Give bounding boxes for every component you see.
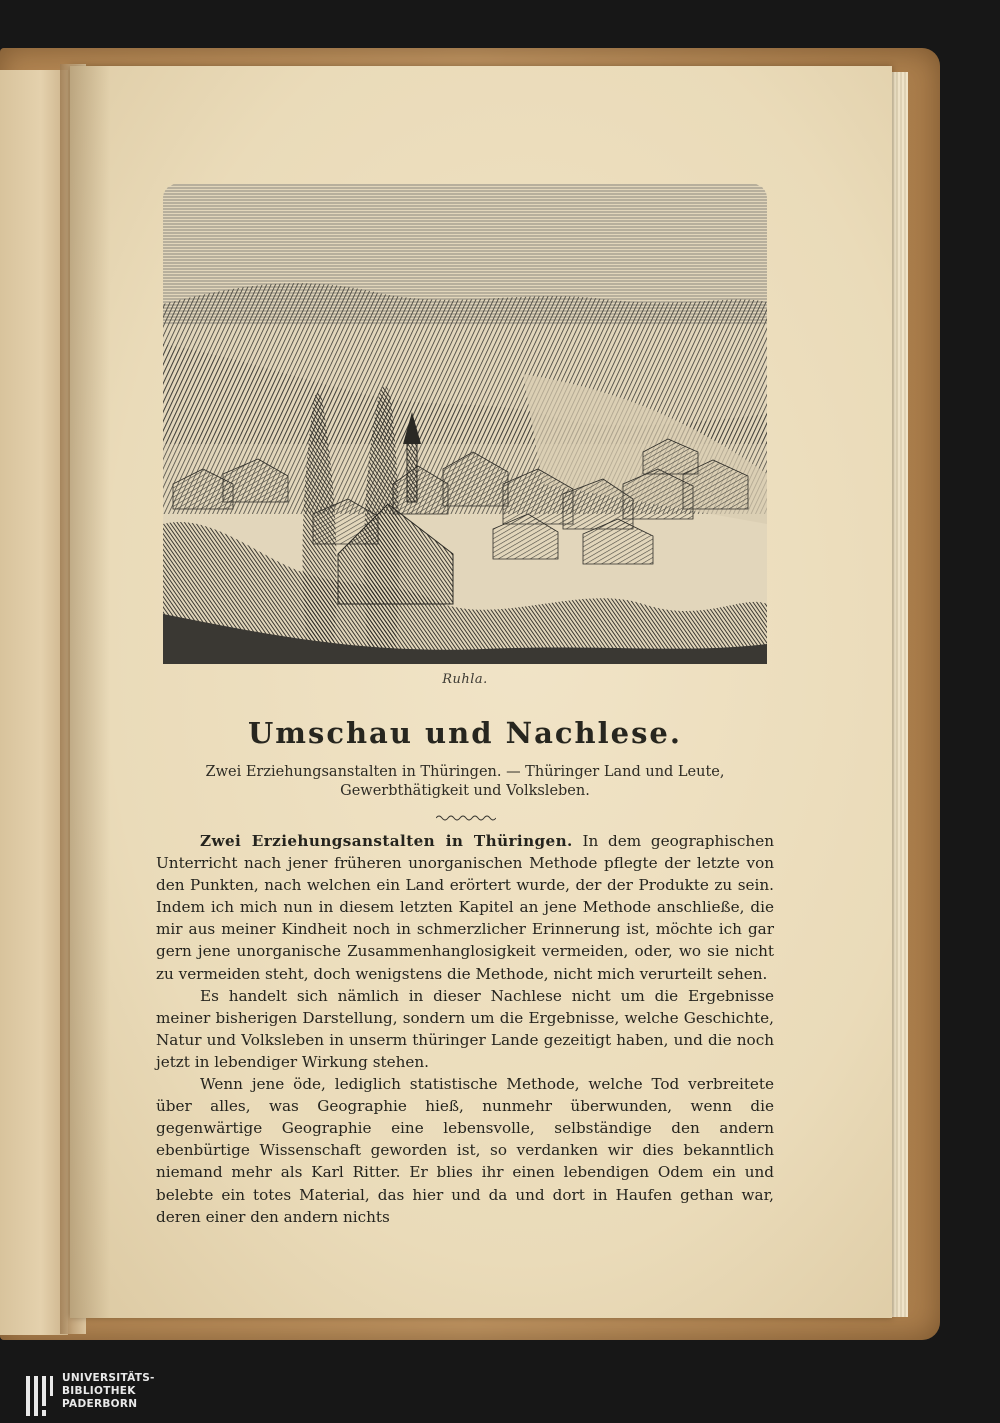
library-logo-text [62, 1372, 155, 1411]
library-logo-line-3: PADERBORN [62, 1398, 138, 1410]
paragraph-2: Es handelt sich nämlich in dieser Nachlese nicht um die Ergebnisse meiner bisherigen Darstellung, sondern um die Ergebnisse, welche Geschichte, Natur und Volksleben in unserm thüringer Lande gezeitigt haben, und die noch jetzt in lebendiger Wirkung stehen. [156, 986, 774, 1071]
illustration-caption: Ruhla. [442, 672, 488, 687]
chapter-subtitle: Zwei Erziehungsanstalten in Thüringen. — Thüringer Land und Leute, Gewerbthätigkeit und Volksleben. [205, 764, 725, 799]
body-text [156, 830, 774, 1228]
ruhla-engraving [163, 184, 767, 664]
engraving-image [163, 184, 767, 664]
ornament-divider [436, 814, 496, 822]
chapter-title: Umschau und Nachlese. [248, 716, 682, 750]
page-gutter-shadow [70, 66, 110, 1318]
paragraph-1 [156, 830, 774, 985]
paragraph-3: Wenn jene öde, lediglich statistische Methode, welche Tod verbreitete über alles, was Geographie hieß, nunmehr überwunden, wenn die gegenwärtige Geographie eine lebensvolle, selbständige den andern ebenbürtige Wissenschaft geworden ist, so verdanken wir dies bekanntlich niemand mehr als Karl Ritter. Er blies ihr einen lebendigen Odem ein und belebte ein totes Material, das hier und da und dort in Haufen gethan war, deren einer den andern nichts [156, 1075, 774, 1226]
book-page [70, 66, 892, 1318]
paragraph-1-text: In dem geographischen Unterricht nach jener früheren unorganischen Methode pflegte der letzte von den Punkten, nach welchen ein Land erörtert wurde, der der Produkte zu sein. Indem ich mich nun in diesem letzten Kapitel an jene Methode anschließe, die mir aus meiner Kindheit noch in schmerzlicher Erinnerung ist, möchte ich gar gern jene unorganische Zusammenhanglosigkeit vermeiden, oder, wo sie nicht zu vermeiden steht, doch wenigstens die Methode, nicht mich verurteilt sehen. [156, 832, 774, 983]
section-heading: Zwei Erziehungsanstalten in Thüringen. [200, 832, 573, 850]
library-logo [10, 1372, 160, 1418]
library-logo-line-1: UNIVERSITÄTS- [62, 1372, 155, 1384]
library-logo-mark [24, 1374, 54, 1418]
library-logo-line-2: BIBLIOTHEK [62, 1385, 136, 1397]
left-page-edge [0, 70, 68, 1335]
